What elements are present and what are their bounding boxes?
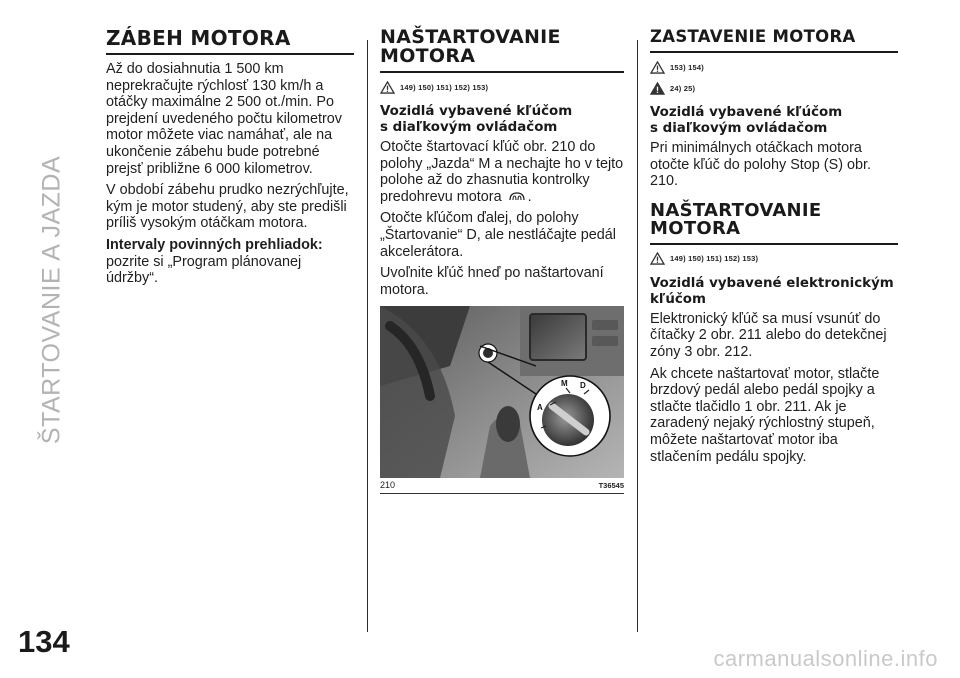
warning-refs: 149) 150) 151) 152) 153) <box>670 254 759 264</box>
paragraph: V období zábehu prudko nezrýchľujte, kým je motor studený, aby ste predišli príliš vysokým otáčkam motora. <box>106 182 349 232</box>
paragraph: Uvoľnite kľúč hneď po naštartovaní motora. <box>380 265 604 298</box>
warning-refs: 149) 150) 151) 152) 153) <box>400 82 489 92</box>
subheading: Vozidlá vybavené elektronickým kľúčom <box>650 275 894 307</box>
figure-label-m: M <box>561 379 568 389</box>
paragraph: Ak chcete naštartovať motor, stlačte brzdový pedál alebo pedál spojky a stlačte tlačidlo 1 obr. 211. Ak je zaradený nejaký rýchlostný stupeň, môžete naštartovať motor iba stlačením pedálu spojky. <box>650 365 880 465</box>
figure-caption <box>380 478 624 494</box>
warning-reference <box>650 60 898 74</box>
caution-triangle-icon <box>650 82 665 95</box>
column-stopping <box>650 28 898 470</box>
paragraph <box>106 237 354 254</box>
paragraph: Elektronický kľúč sa musí vsunúť do čítačky 2 obr. 211 alebo do detekčnej zóny 3 obr. 212. <box>650 310 887 360</box>
paragraph: Pri minimálnych otáčkach motora otočte kľúč do polohy Stop (S) obr. 210. <box>650 140 871 190</box>
page-number: 134 <box>18 624 70 659</box>
section-title-break-in: ZÁBEH MOTORA <box>106 28 354 55</box>
figure-number: 210 <box>380 480 396 491</box>
section-title-stopping: ZASTAVENIE MOTORA <box>650 28 898 53</box>
column-divider <box>367 40 368 632</box>
warning-triangle-icon <box>650 61 665 74</box>
warning-reference <box>650 252 898 266</box>
warning-reference <box>650 81 898 95</box>
paragraph: Otočte kľúčom ďalej, do polohy „Štartovanie“ D, ale nestláčajte pedál akcelerátora. <box>380 210 616 260</box>
column-divider <box>637 40 638 632</box>
warning-refs: 153) 154) <box>670 62 704 72</box>
subheading: Vozidlá vybavené kľúčom s diaľkovým ovládačom <box>380 104 573 135</box>
figure-210 <box>380 306 624 494</box>
column-starting <box>380 28 624 494</box>
figure-label-a: A <box>537 403 543 413</box>
subheading: Vozidlá vybavené kľúčom s diaľkovým ovládačom <box>650 105 843 136</box>
warning-triangle-icon <box>650 252 665 265</box>
warning-triangle-icon <box>380 81 395 94</box>
warning-reference <box>380 80 624 94</box>
figure-label-d: D <box>580 381 586 391</box>
paragraph: Až do dosiahnutia 1 500 km neprekračujte rýchlosť 130 km/h a otáčky maximálne 2 500 ot./min. Po prejdení uvedeného počtu kilometrov motor môžete viac namáhať, ale na ukončenie zábehu bude potrebné prejsť približne 6 000 kilometrov. <box>106 61 342 177</box>
section-side-tab: ŠTARTOVANIE A JAZDA <box>37 155 66 445</box>
paragraph: pozrite si „Program plánovanej údržby“. <box>106 253 302 287</box>
bold-label: Intervaly povinných prehliadok: <box>106 236 323 253</box>
glow-plug-icon <box>508 191 526 202</box>
paragraph: Otočte štartovací kľúč obr. 210 do polohy „Jazda“ M a nechajte ho v tejto polohe až do zhasnutia kontrolky predohrevu motora . <box>380 139 624 205</box>
column-break-in <box>106 28 354 292</box>
figure-code: T36545 <box>598 480 624 490</box>
section-title-starting-electronic: NAŠTARTOVANIE MOTORA <box>650 202 898 245</box>
section-title-starting: NAŠTARTOVANIE MOTORA <box>380 28 624 73</box>
ignition-key-photo <box>380 306 624 478</box>
watermark: carmanualsonline.info <box>713 646 938 671</box>
warning-refs: 24) 25) <box>670 83 696 93</box>
